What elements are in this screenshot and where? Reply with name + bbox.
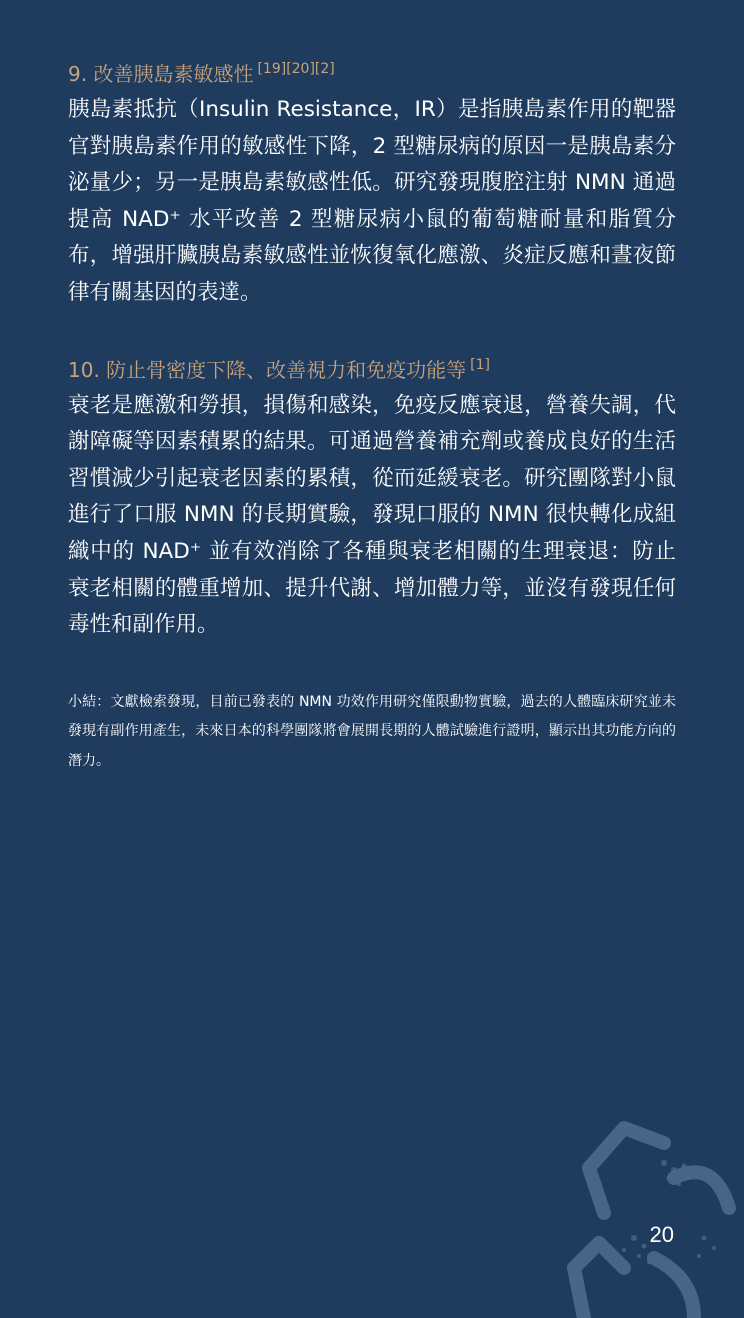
flower-logo-decoration <box>544 1118 744 1318</box>
section-9 <box>68 56 676 312</box>
section-9-refs: [19][20][2] <box>257 61 335 78</box>
section-10-refs: [1] <box>470 356 491 373</box>
section-9-title: 9. 改善胰島素敏感性 <box>68 62 254 86</box>
summary-note: 小結：文獻檢索發現，目前已發表的 NMN 功效作用研究僅限動物實驗，過去的人體臨床研究並未發現有副作用產生，未來日本的科學團隊將會展開長期的人體試驗進行證明，顯示出其功能方向的潛力。 <box>68 693 676 769</box>
page-content <box>68 56 676 776</box>
section-9-heading <box>68 56 676 92</box>
section-10-body: 衰老是應激和勞損，損傷和感染，免疫反應衰退，營養失調，代謝障礙等因素積累的結果。可通過營養補充劑或養成良好的生活習慣減少引起衰老因素的累積，從而延緩衰老。研究團隊對小鼠進行了口服 NMN 的長期實驗，發現口服的 NMN 很快轉化成組織中的 NAD⁺ 並有效消除了各種與衰老相關的生理衰退：防止衰老相關的體重增加、提升代謝、增加體力等，並沒有發現任何毒性和副作用。 <box>68 392 676 638</box>
section-9-body: 胰島素抵抗（Insulin Resistance，IR）是指胰島素作用的靶器官對胰島素作用的敏感性下降，2 型糖尿病的原因一是胰島素分泌量少；另一是胰島素敏感性低。研究發現腹腔注射 NMN 通過提高 NAD⁺ 水平改善 2 型糖尿病小鼠的葡萄糖耐量和脂質分布，增强肝臟胰島素敏感性並恢復氧化應激、炎症反應和晝夜節律有關基因的表達。 <box>68 97 676 305</box>
section-10-heading <box>68 352 676 388</box>
section-10 <box>68 352 676 644</box>
section-10-title: 10. 防止骨密度下降、改善視力和免疫功能等 <box>68 357 467 382</box>
page-number: 20 <box>649 1222 674 1247</box>
